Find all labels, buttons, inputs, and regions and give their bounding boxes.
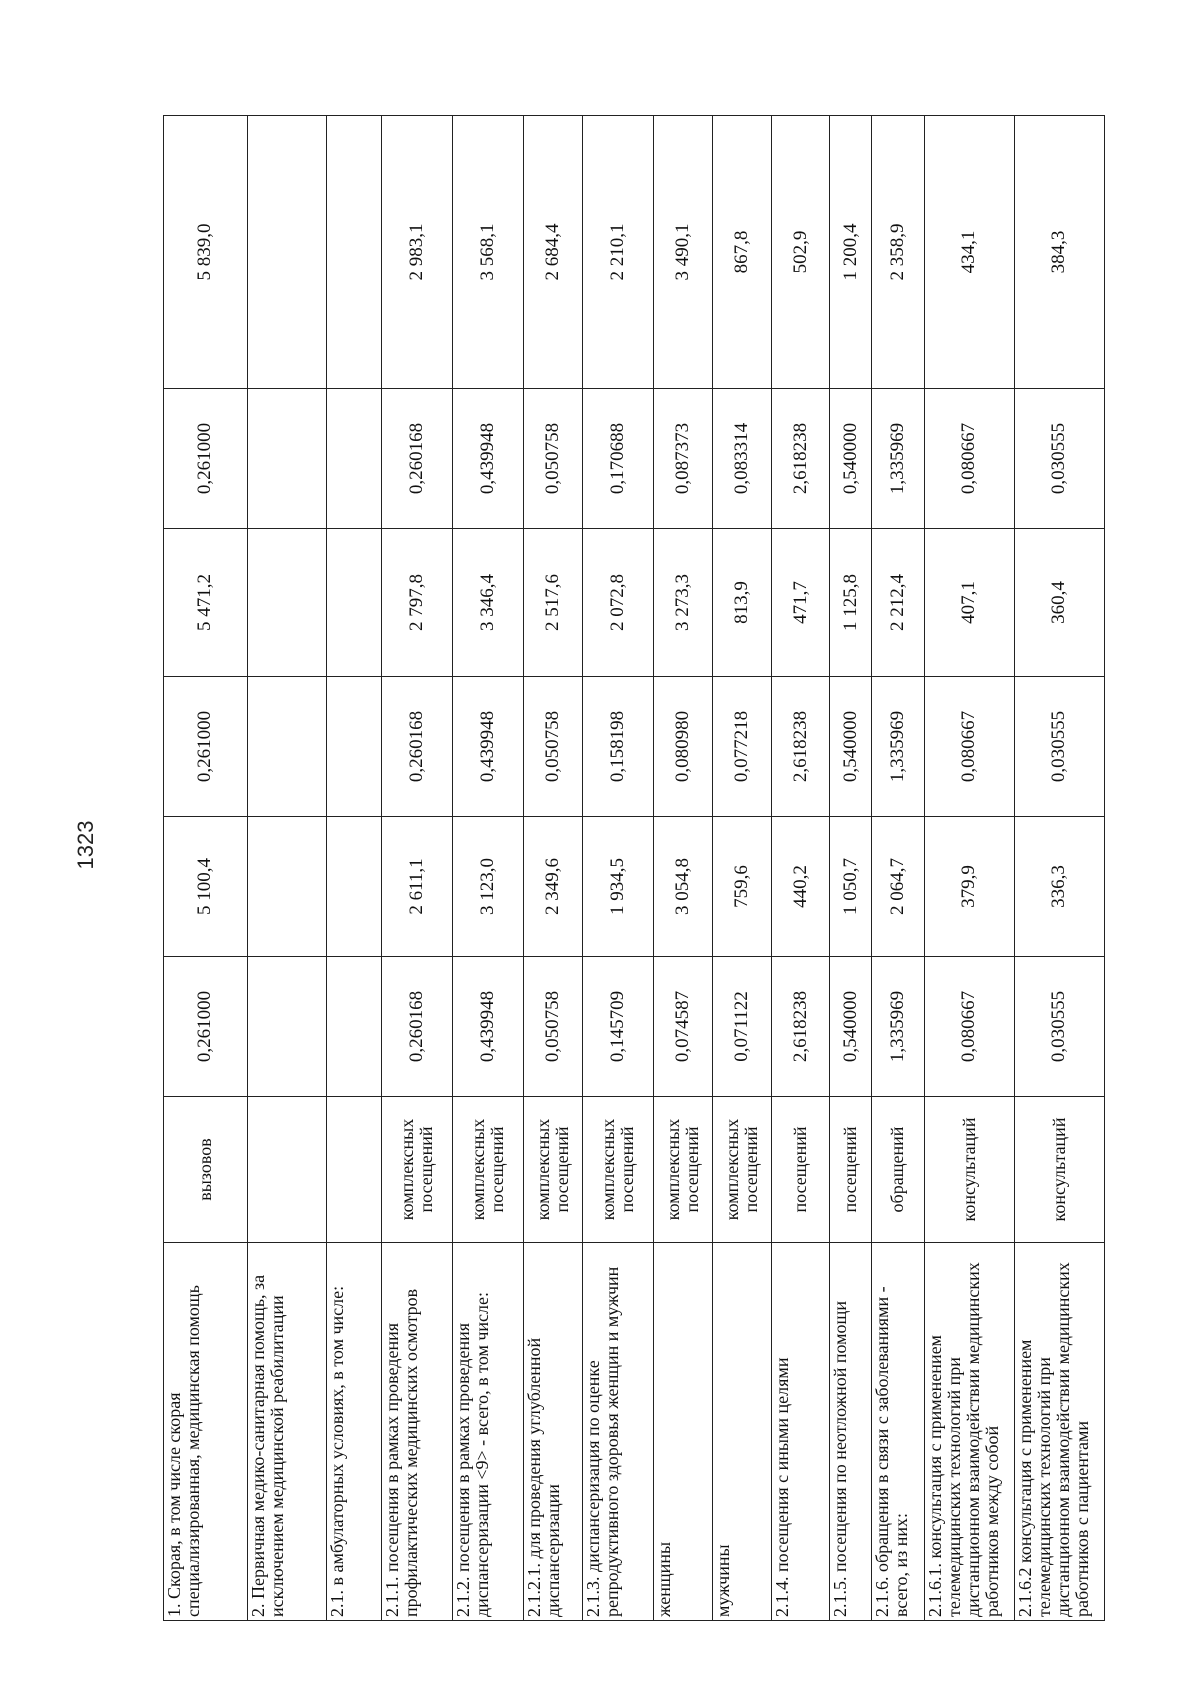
value-cell: [327, 529, 381, 677]
row-unit: комплексных посещений: [583, 1097, 654, 1243]
row-unit: посещений: [771, 1097, 830, 1243]
row-name: женщины: [654, 1243, 713, 1621]
table-row: [830, 116, 872, 1621]
value-cell: [247, 389, 327, 529]
table-row: [771, 116, 830, 1621]
value-cell: 2 358,9: [872, 116, 924, 389]
value-cell: 0,145709: [583, 957, 654, 1097]
value-cell: 0,261000: [164, 677, 248, 817]
value-cell: [327, 957, 381, 1097]
value-cell: 440,2: [771, 817, 830, 957]
row-name: 2.1.6.2 консультация с применением телемедицинских технологий при дистанционном взаимодействии медицинских работников с пациентами: [1014, 1243, 1104, 1621]
row-name: 2.1.1. посещения в рамках проведения профилактических медицинских осмотров: [381, 1243, 452, 1621]
value-cell: 0,080667: [924, 677, 1014, 817]
value-cell: 1 934,5: [583, 817, 654, 957]
table-row: [524, 116, 583, 1621]
value-cell: [327, 116, 381, 389]
value-cell: 0,170688: [583, 389, 654, 529]
value-cell: 0,074587: [654, 957, 713, 1097]
value-cell: 3 054,8: [654, 817, 713, 957]
row-unit: посещений: [830, 1097, 872, 1243]
value-cell: 0,260168: [381, 957, 452, 1097]
value-cell: 2 797,8: [381, 529, 452, 677]
row-unit: обращений: [872, 1097, 924, 1243]
value-cell: [247, 817, 327, 957]
row-unit: вызовов: [164, 1097, 248, 1243]
value-cell: 0,540000: [830, 389, 872, 529]
row-name: 2.1.6.1. консультация с применением телемедицинских технологий при дистанционном взаимодействии медицинских работников между собой: [924, 1243, 1014, 1621]
table-row: [247, 116, 327, 1621]
row-unit: [247, 1097, 327, 1243]
row-unit: [327, 1097, 381, 1243]
page-number: 1323: [73, 820, 98, 870]
table-row: [453, 116, 524, 1621]
value-cell: 0,260168: [381, 389, 452, 529]
value-cell: 5 100,4: [164, 817, 248, 957]
table-row: [872, 116, 924, 1621]
value-cell: 0,083314: [713, 389, 772, 529]
row-unit: консультаций: [924, 1097, 1014, 1243]
value-cell: 5 471,2: [164, 529, 248, 677]
value-cell: 813,9: [713, 529, 772, 677]
table-row: [924, 116, 1014, 1621]
value-cell: 3 273,3: [654, 529, 713, 677]
value-cell: 2,618238: [771, 677, 830, 817]
value-cell: 0,158198: [583, 677, 654, 817]
value-cell: 2,618238: [771, 957, 830, 1097]
value-cell: 336,3: [1014, 817, 1104, 957]
value-cell: 2 072,8: [583, 529, 654, 677]
value-cell: 1 125,8: [830, 529, 872, 677]
value-cell: 3 490,1: [654, 116, 713, 389]
row-unit: комплексных посещений: [524, 1097, 583, 1243]
value-cell: 0,261000: [164, 389, 248, 529]
value-cell: 0,439948: [453, 389, 524, 529]
value-cell: 0,030555: [1014, 957, 1104, 1097]
value-cell: 502,9: [771, 116, 830, 389]
table-body: [164, 116, 1105, 1621]
table-row: [1014, 116, 1104, 1621]
value-cell: 0,260168: [381, 677, 452, 817]
row-name: 2.1.6. обращения в связи с заболеваниями - всего, из них:: [872, 1243, 924, 1621]
row-name: 2.1.2. посещения в рамках проведения диспансеризации <9> - всего, в том числе:: [453, 1243, 524, 1621]
value-cell: 0,050758: [524, 957, 583, 1097]
value-cell: [327, 817, 381, 957]
table-row: [713, 116, 772, 1621]
value-cell: 0,050758: [524, 389, 583, 529]
value-cell: 2 684,4: [524, 116, 583, 389]
table-row: [164, 116, 248, 1621]
value-cell: 1,335969: [872, 957, 924, 1097]
value-cell: 2 611,1: [381, 817, 452, 957]
table-row: [327, 116, 381, 1621]
value-cell: 2 983,1: [381, 116, 452, 389]
value-cell: 759,6: [713, 817, 772, 957]
value-cell: [247, 677, 327, 817]
value-cell: 0,080667: [924, 957, 1014, 1097]
value-cell: 384,3: [1014, 116, 1104, 389]
value-cell: 0,077218: [713, 677, 772, 817]
value-cell: 1,335969: [872, 677, 924, 817]
value-cell: 0,030555: [1014, 389, 1104, 529]
value-cell: 0,087373: [654, 389, 713, 529]
row-name: 1. Скорая, в том числе скорая специализированная, медицинская помощь: [164, 1243, 248, 1621]
value-cell: 0,261000: [164, 957, 248, 1097]
value-cell: 0,439948: [453, 957, 524, 1097]
value-cell: 867,8: [713, 116, 772, 389]
value-cell: 2 064,7: [872, 817, 924, 957]
value-cell: 360,4: [1014, 529, 1104, 677]
value-cell: 0,050758: [524, 677, 583, 817]
value-cell: 3 123,0: [453, 817, 524, 957]
value-cell: 2 517,6: [524, 529, 583, 677]
row-unit: комплексных посещений: [654, 1097, 713, 1243]
value-cell: 1 200,4: [830, 116, 872, 389]
value-cell: 2 349,6: [524, 817, 583, 957]
value-cell: 3 346,4: [453, 529, 524, 677]
row-name: 2. Первичная медико-санитарная помощь, за исключением медицинской реабилитации: [247, 1243, 327, 1621]
value-cell: [327, 389, 381, 529]
value-cell: 1,335969: [872, 389, 924, 529]
row-unit: комплексных посещений: [713, 1097, 772, 1243]
table-row: [654, 116, 713, 1621]
value-cell: 0,030555: [1014, 677, 1104, 817]
value-cell: 0,080980: [654, 677, 713, 817]
value-cell: [247, 529, 327, 677]
table-row: [583, 116, 654, 1621]
value-cell: [327, 677, 381, 817]
value-cell: 407,1: [924, 529, 1014, 677]
row-unit: комплексных посещений: [453, 1097, 524, 1243]
value-cell: 0,439948: [453, 677, 524, 817]
value-cell: [247, 116, 327, 389]
row-name: 2.1. в амбулаторных условиях, в том числе:: [327, 1243, 381, 1621]
value-cell: 0,540000: [830, 957, 872, 1097]
row-name: 2.1.3. диспансеризация по оценке репродуктивного здоровья женщин и мужчин: [583, 1243, 654, 1621]
value-cell: 0,071122: [713, 957, 772, 1097]
value-cell: 2 210,1: [583, 116, 654, 389]
row-unit: консультаций: [1014, 1097, 1104, 1243]
value-cell: 471,7: [771, 529, 830, 677]
value-cell: 3 568,1: [453, 116, 524, 389]
value-cell: 0,540000: [830, 677, 872, 817]
value-cell: [247, 957, 327, 1097]
row-name: 2.1.5. посещения по неотложной помощи: [830, 1243, 872, 1621]
value-cell: 1 050,7: [830, 817, 872, 957]
row-name: мужчины: [713, 1243, 772, 1621]
row-name: 2.1.4. посещения с иными целями: [771, 1243, 830, 1621]
value-cell: 0,080667: [924, 389, 1014, 529]
table-row: [381, 116, 452, 1621]
row-unit: комплексных посещений: [381, 1097, 452, 1243]
value-cell: 2,618238: [771, 389, 830, 529]
rotated-table-wrapper: [163, 116, 1105, 1621]
row-name: 2.1.2.1. для проведения углубленной диспансеризации: [524, 1243, 583, 1621]
value-cell: 379,9: [924, 817, 1014, 957]
value-cell: 2 212,4: [872, 529, 924, 677]
value-cell: 5 839,0: [164, 116, 248, 389]
standards-table: [163, 115, 1105, 1621]
value-cell: 434,1: [924, 116, 1014, 389]
